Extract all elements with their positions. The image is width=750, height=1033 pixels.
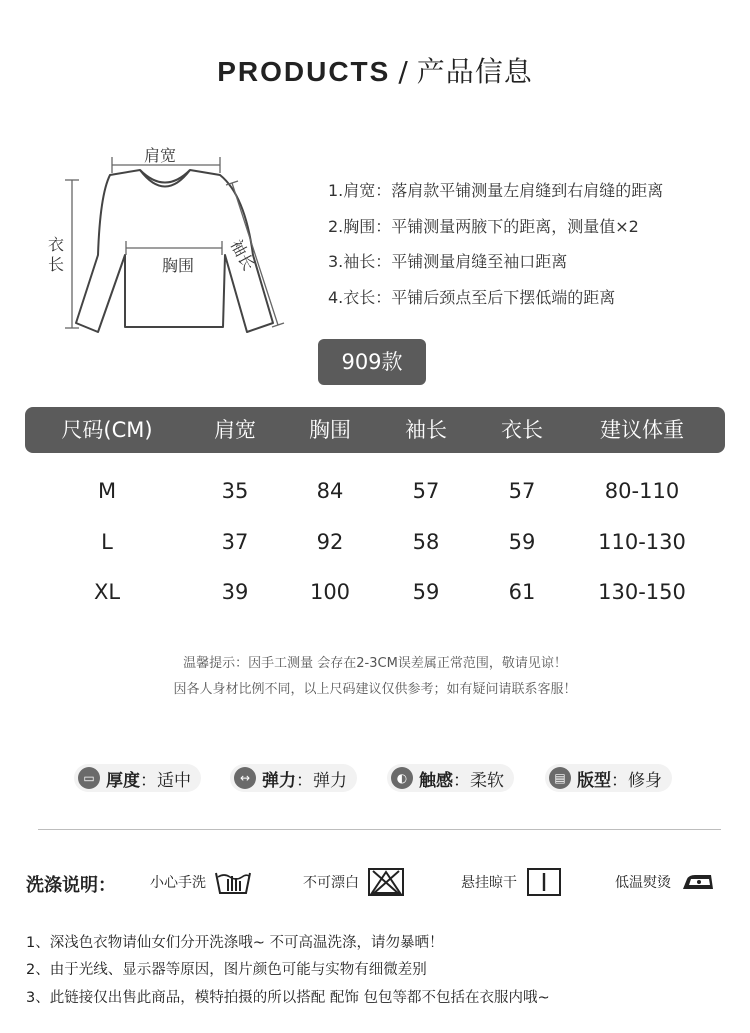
wash-item-low-iron bbox=[615, 866, 717, 898]
wash-item-no-bleach bbox=[303, 866, 405, 898]
tip-line: 因各人身材比例不同，以上尺码建议仅供参考；如有疑问请联系客服！ bbox=[173, 682, 577, 697]
attribute-thickness: ▭ 厚度 ： 适中 bbox=[74, 764, 201, 792]
cell-shoulder: 39 bbox=[221, 580, 249, 604]
touch-icon: ◐ bbox=[391, 767, 413, 789]
wash-item-label: 小心手洗 bbox=[150, 875, 206, 891]
note-shoulder: 1.肩宽：落肩款平铺测量左肩缝到右肩缝的距离 bbox=[328, 181, 664, 200]
footer-note: 3、此链接仅出售此商品，模特拍摄的所以搭配 配饰 包包等都不包括在衣服内哦~ bbox=[26, 990, 550, 1006]
length-label: 衣长 bbox=[48, 235, 65, 274]
attribute-key: 厚度 bbox=[106, 770, 140, 791]
section-divider bbox=[38, 829, 721, 830]
cell-length: 57 bbox=[508, 479, 536, 503]
cell-length: 61 bbox=[508, 580, 536, 604]
cell-weight: 80-110 bbox=[604, 479, 680, 503]
cell-sleeve: 57 bbox=[412, 479, 440, 503]
wash-item-hang-dry bbox=[461, 866, 563, 898]
header-length: 衣长 bbox=[501, 418, 543, 442]
note-length: 4.衣长：平铺后颈点至后下摆低端的距离 bbox=[328, 287, 616, 307]
shoulder-label: 肩宽 bbox=[144, 146, 177, 165]
low-iron-icon bbox=[679, 867, 717, 897]
measurement-notes bbox=[328, 178, 738, 320]
table-row bbox=[25, 572, 725, 612]
size-table-header bbox=[25, 407, 725, 453]
page-title bbox=[0, 50, 750, 90]
header-weight: 建议体重 bbox=[600, 418, 684, 442]
table-row bbox=[25, 522, 725, 562]
title-chinese: 产品信息 bbox=[416, 55, 533, 88]
attribute-key: 弹力 bbox=[262, 770, 296, 791]
note-chest: 2.胸围：平铺测量两腋下的距离，测量值×2 bbox=[328, 216, 639, 236]
note-sleeve: 3.袖长：平铺测量肩缝至袖口距离 bbox=[328, 252, 568, 271]
footer-note: 1、深浅色衣物请仙女们分开洗涤哦~ 不可高温洗涤，请勿暴晒！ bbox=[26, 935, 444, 951]
cell-weight: 130-150 bbox=[598, 580, 686, 604]
style-number-tag: 909款 bbox=[318, 339, 426, 385]
title-separator: / bbox=[398, 55, 409, 88]
attribute-key: 版型 bbox=[577, 770, 611, 791]
cell-shoulder: 35 bbox=[221, 479, 249, 503]
attribute-key: 触感 bbox=[419, 770, 453, 791]
header-chest: 胸围 bbox=[309, 418, 351, 442]
hang-dry-icon bbox=[525, 867, 563, 897]
sleeve-label: 袖长 bbox=[226, 236, 259, 274]
measurement-diagram bbox=[40, 135, 290, 345]
attribute-value: 柔软 bbox=[470, 770, 504, 791]
fit-icon: ▤ bbox=[549, 767, 571, 789]
attribute-elasticity: ↔ 弹力 ： 弹力 bbox=[230, 764, 357, 792]
cell-length: 59 bbox=[508, 530, 536, 554]
header-sleeve: 袖长 bbox=[405, 418, 447, 442]
thickness-icon: ▭ bbox=[78, 767, 100, 789]
footer-note: 2、由于光线、显示器等原因，图片颜色可能与实物有细微差别 bbox=[26, 962, 427, 978]
title-english: PRODUCTS bbox=[217, 56, 391, 87]
attribute-value: 适中 bbox=[157, 770, 191, 791]
chest-label: 胸围 bbox=[162, 256, 195, 275]
cell-size: M bbox=[97, 479, 117, 503]
cell-chest: 84 bbox=[316, 479, 344, 503]
cell-sleeve: 59 bbox=[412, 580, 440, 604]
elasticity-icon: ↔ bbox=[234, 767, 256, 789]
no-bleach-icon bbox=[367, 867, 405, 897]
wash-item-label: 悬挂晾干 bbox=[461, 875, 517, 891]
header-size: 尺码(CM) bbox=[61, 418, 153, 442]
tip-line: 温馨提示：因手工测量 会存在2-3CM误差属正常范围，敬请见谅！ bbox=[183, 656, 567, 671]
wash-item-label: 低温熨烫 bbox=[615, 875, 671, 891]
table-row bbox=[25, 471, 725, 511]
wash-item-hand-wash bbox=[150, 866, 252, 898]
cell-size: L bbox=[101, 530, 113, 554]
attribute-touch: ◐ 触感 ： 柔软 bbox=[387, 764, 514, 792]
cell-sleeve: 58 bbox=[412, 530, 440, 554]
cell-chest: 100 bbox=[309, 580, 351, 604]
hand-wash-icon bbox=[214, 867, 252, 897]
shirt-outline-icon bbox=[40, 135, 290, 345]
attribute-value: 弹力 bbox=[313, 770, 347, 791]
attribute-fit: ▤ 版型 ： 修身 bbox=[545, 764, 672, 792]
wash-item-label: 不可漂白 bbox=[303, 875, 359, 891]
attribute-value: 修身 bbox=[628, 770, 662, 791]
cell-chest: 92 bbox=[316, 530, 344, 554]
cell-weight: 110-130 bbox=[598, 530, 686, 554]
wash-instructions-title: 洗涤说明： bbox=[26, 875, 116, 896]
cell-size: XL bbox=[93, 580, 121, 604]
cell-shoulder: 37 bbox=[221, 530, 249, 554]
header-shoulder: 肩宽 bbox=[214, 418, 256, 442]
